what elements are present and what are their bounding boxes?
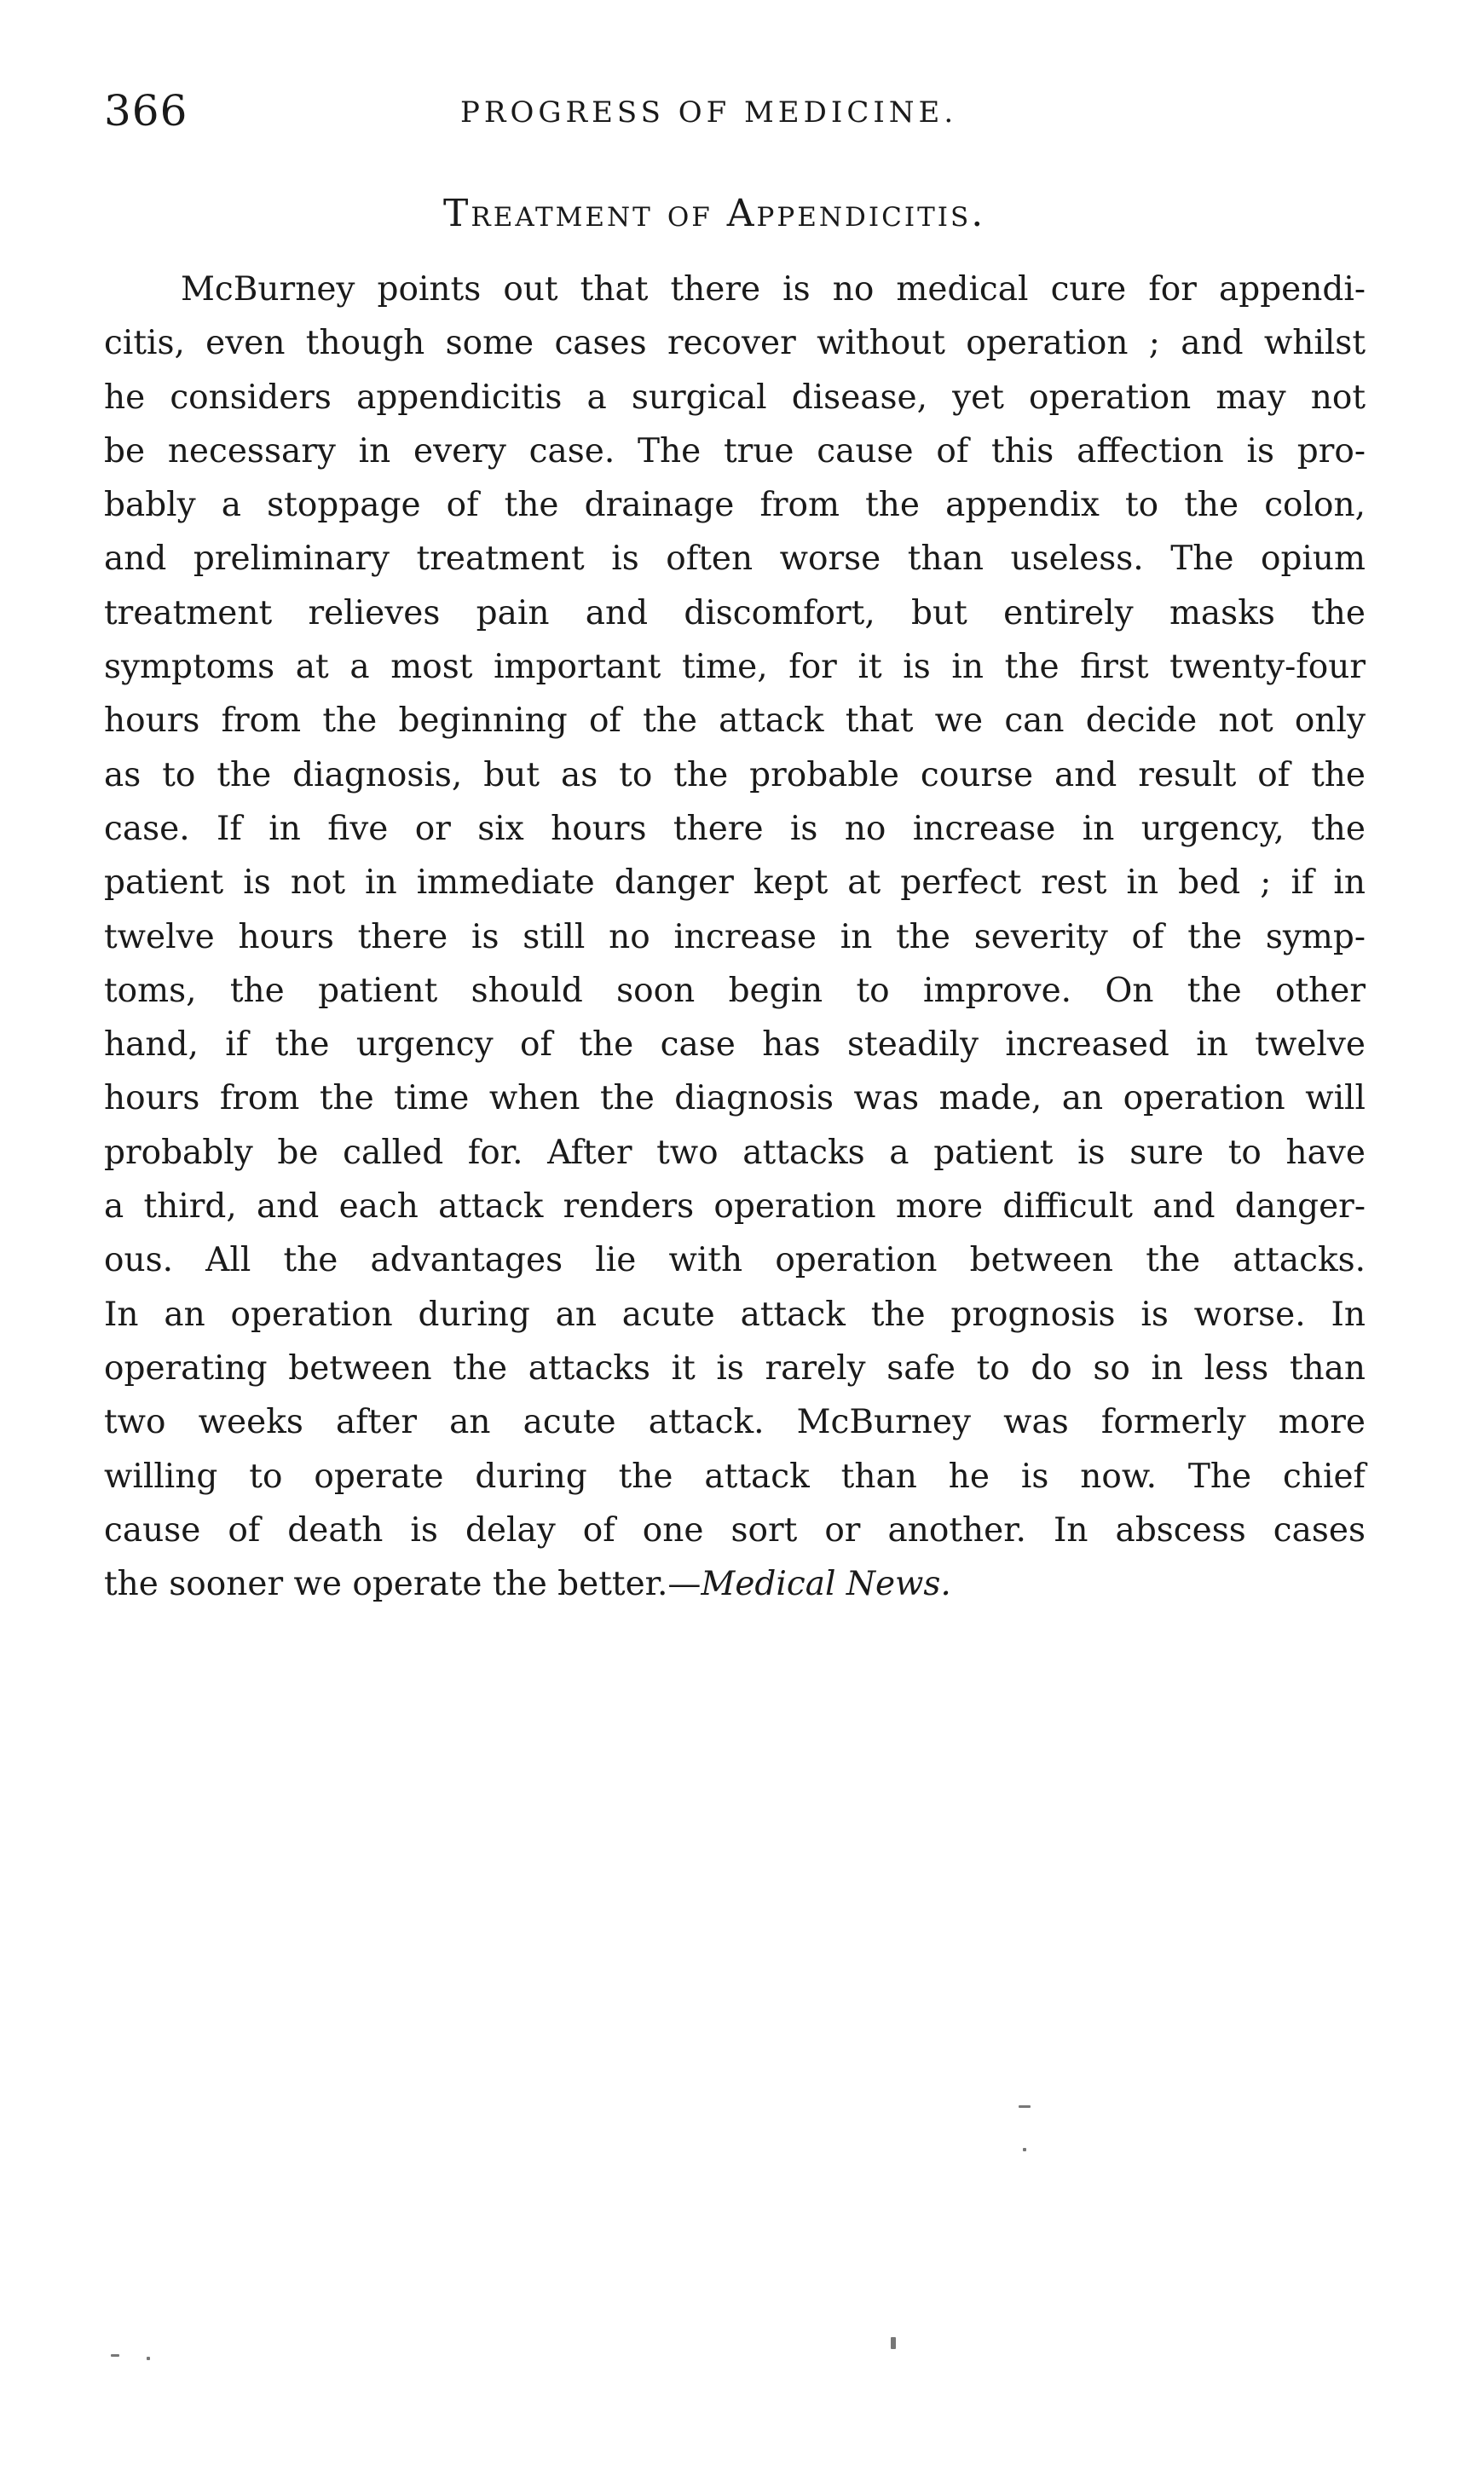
section-title: Treatment of Appendicitis. [443,192,986,235]
running-head: PROGRESS OF MEDICINE. [460,95,958,130]
text-line: patient is not in immediate danger kept at perfect rest in bed ; if in [104,863,1366,903]
final-line [104,1557,1366,1611]
text-line: symptoms at a most important time, for it is in the first twenty-four [104,648,1366,687]
text-line: a third, and each attack renders operation more difficult and danger- [104,1187,1366,1227]
text-line: as to the diagnosis, but as to the probable course and result of the [104,755,1366,794]
text-line: be necessary in every case. The true cause of this affection is pro- [104,431,1366,470]
text-line: In an operation during an acute attack the prognosis is worse. In [104,1295,1366,1334]
article-body [104,263,1366,1611]
text-line: cause of death is delay of one sort or another. In abscess cases [104,1510,1366,1550]
text-line: and preliminary treatment is often worse than useless. The opium [104,540,1366,579]
text-line: twelve hours there is still no increase in the severity of the symp- [104,917,1366,956]
page-number: 366 [104,86,188,136]
text-line: operating between the attacks it is rarely safe to do so in less than [104,1348,1366,1388]
citation-source: Medical News. [701,1565,951,1604]
text-line: citis, even though some cases recover without operation ; and whilst [104,324,1366,363]
text-line: two weeks after an acute attack. McBurney was formerly more [104,1403,1366,1442]
text-line: toms, the patient should soon begin to improve. On the other [104,971,1366,1010]
scan-speck [147,2357,150,2360]
scan-speck [1023,2148,1026,2151]
scan-speck [891,2337,896,2349]
text-line: hand, if the urgency of the case has steadily increased in twelve [104,1025,1366,1065]
text-line: he considers appendicitis a surgical disease, yet operation may not [104,378,1366,417]
text-line: ous. All the advantages lie with operation between the attacks. [104,1241,1366,1280]
text-line: case. If in five or six hours there is no increase in urgency, the [104,809,1366,848]
text-line: hours from the beginning of the attack that we can decide not only [104,701,1366,741]
text-line: probably be called for. After two attacks a patient is sure to have [104,1133,1366,1172]
text-line: McBurney points out that there is no medical cure for appendi- [181,270,1366,309]
scan-speck [1019,2105,1031,2108]
text-line: bably a stoppage of the drainage from the appendix to the colon, [104,486,1366,525]
scan-speck [111,2354,119,2357]
text-line: hours from the time when the diagnosis was made, an operation will [104,1079,1366,1118]
final-line-text: the sooner we operate the better.— [104,1565,702,1604]
text-line: treatment relieves pain and discomfort, but entirely masks the [104,593,1366,632]
text-line: willing to operate during the attack than he is now. The chief [104,1457,1366,1496]
